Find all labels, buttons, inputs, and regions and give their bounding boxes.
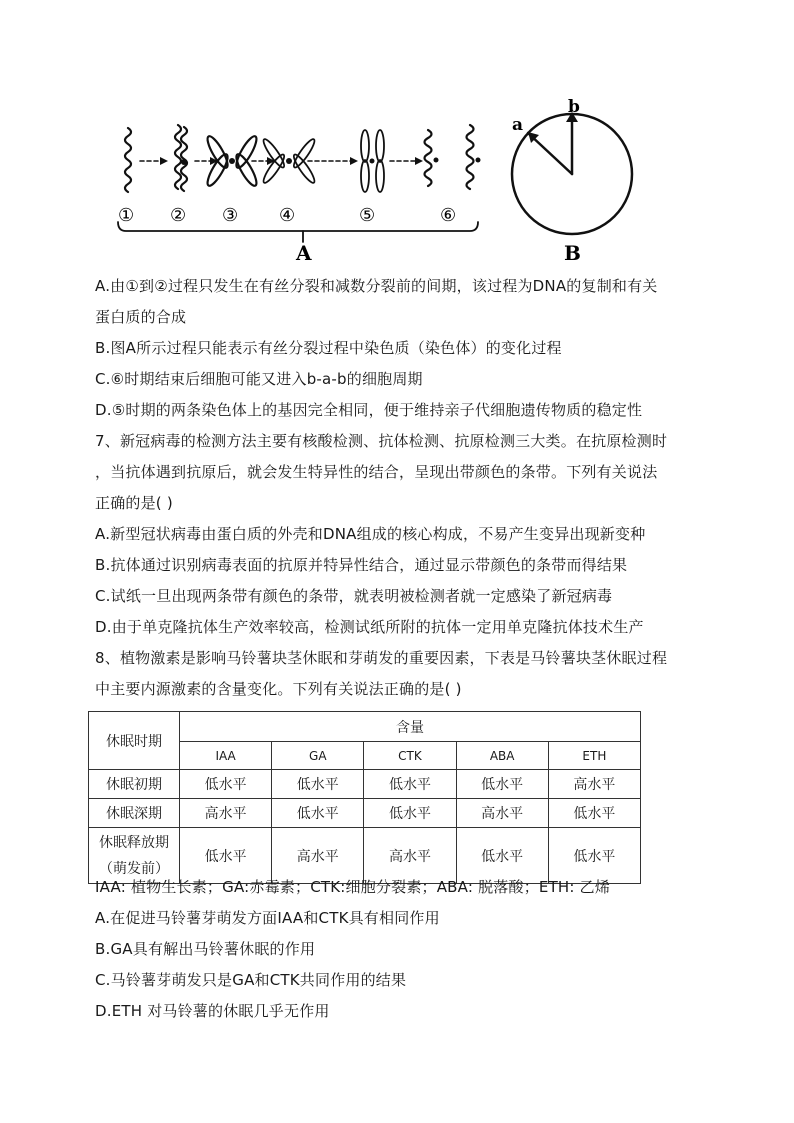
q8-abbreviation-note: IAA: 植物生长素；GA:赤霉素；CTK:细胞分裂素；ABA: 脱落酸；ETH: 乙烯	[95, 878, 611, 896]
stage-number-3: ③	[222, 205, 239, 226]
q8-option-a: A.在促进马铃薯芽萌发方面IAA和CTK具有相同作用	[95, 909, 440, 927]
table-row	[89, 770, 641, 799]
table-row	[89, 799, 641, 828]
stage2-chromatin	[175, 125, 181, 189]
table-cell: 高水平	[548, 770, 640, 799]
table-cell: 低水平	[180, 770, 272, 799]
stage-number-5: ⑤	[359, 205, 376, 226]
table-cell: 低水平	[180, 828, 272, 884]
q7-stem-1: 7、新冠病毒的检测方法主要有核酸检测、抗体检测、抗原检测三大类。在抗原检测时	[95, 432, 668, 450]
q7-option-b: B.抗体通过识别病毒表面的抗原并特异性结合，通过显示带颜色的条带而得结果	[95, 556, 628, 574]
column-header: IAA	[180, 742, 272, 770]
pie-label-a: a	[512, 115, 524, 135]
row-period-note: （萌发前）	[99, 860, 169, 877]
table-cell: 低水平	[272, 799, 364, 828]
q6-option-c: C.⑥时期结束后细胞可能又进入b-a-b的细胞周期	[95, 370, 423, 388]
stage-number-6: ⑥	[440, 205, 457, 226]
table-cell: 低水平	[456, 770, 548, 799]
q8-stem-2: 中主要内源激素的含量变化。下列有关说法正确的是( )	[95, 680, 462, 698]
header-period: 休眠时期	[89, 712, 180, 770]
stage-number-4: ④	[279, 205, 296, 226]
q8-option-b: B.GA具有解出马铃薯休眠的作用	[95, 940, 316, 958]
figure-drawing	[0, 0, 794, 270]
table-cell: 低水平	[456, 828, 548, 884]
figure-a-label: A	[296, 241, 312, 265]
chromosome-cycle-figure	[0, 0, 794, 270]
column-header: CTK	[364, 742, 456, 770]
table-cell: 高水平	[364, 828, 456, 884]
q7-stem-3: 正确的是( )	[95, 494, 173, 512]
hormone-table	[88, 711, 641, 884]
q6-option-d: D.⑤时期的两条染色体上的基因完全相同，便于维持亲子代细胞遗传物质的稳定性	[95, 401, 643, 419]
q8-option-c: C.马铃薯芽萌发只是GA和CTK共同作用的结果	[95, 971, 407, 989]
table-cell: 高水平	[180, 799, 272, 828]
stage1-chromatin	[125, 128, 131, 192]
table-cell: 低水平	[548, 799, 640, 828]
pie-label-b: b	[568, 97, 580, 117]
row-period-name: 休眠释放期	[99, 834, 169, 851]
row-period: 休眠深期	[89, 799, 180, 828]
q7-option-d: D.由于单克隆抗体生产效率较高，检测试纸所附的抗体一定用单克隆抗体技术生产	[95, 618, 644, 636]
table-cell: 高水平	[456, 799, 548, 828]
q8-stem-1: 8、植物激素是影响马铃薯块茎休眠和芽萌发的重要因素，下表是马铃薯块茎休眠过程	[95, 649, 668, 667]
stage-number-1: ①	[118, 205, 135, 226]
table-cell: 低水平	[364, 799, 456, 828]
stage-number-2: ②	[170, 205, 187, 226]
q7-option-c: C.试纸一旦出现两条带有颜色的条带，就表明被检测者就一定感染了新冠病毒	[95, 587, 613, 605]
table-row	[89, 828, 641, 884]
column-header: ABA	[456, 742, 548, 770]
row-period: 休眠初期	[89, 770, 180, 799]
q7-option-a: A.新型冠状病毒由蛋白质的外壳和DNA组成的核心构成，不易产生变异出现新变种	[95, 525, 646, 543]
q7-stem-2: ，当抗体遇到抗原后，就会发生特异性的结合，呈现出带颜色的条带。下列有关说法	[95, 463, 658, 481]
row-period	[89, 828, 180, 884]
figure-b-label: B	[564, 241, 581, 265]
q6-option-a: A.由①到②过程只发生在有丝分裂和减数分裂前的间期，该过程为DNA的复制和有关	[95, 277, 658, 295]
table-cell: 低水平	[364, 770, 456, 799]
table-cell: 低水平	[548, 828, 640, 884]
q6-option-a-cont: 蛋白质的合成	[95, 308, 187, 326]
stage6-chromatin-left	[425, 130, 432, 186]
table-cell: 低水平	[272, 770, 364, 799]
column-header: GA	[272, 742, 364, 770]
stage6-chromatin-right	[467, 125, 474, 189]
table-cell: 高水平	[272, 828, 364, 884]
column-header: ETH	[548, 742, 640, 770]
q6-option-b: B.图A所示过程只能表示有丝分裂过程中染色质（染色体）的变化过程	[95, 339, 562, 357]
q8-option-d: D.ETH 对马铃薯的休眠几乎无作用	[95, 1002, 330, 1020]
header-content: 含量	[180, 712, 641, 742]
